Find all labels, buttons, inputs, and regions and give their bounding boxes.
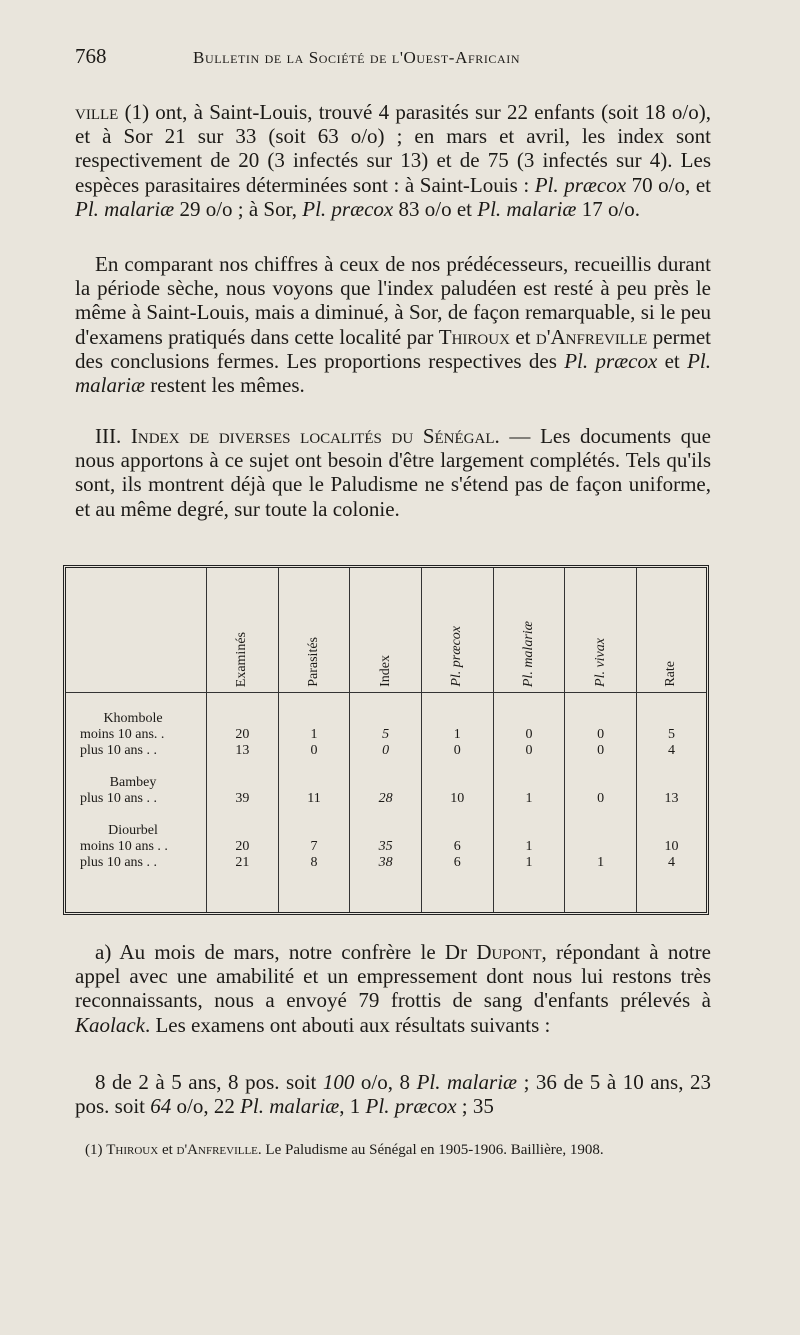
label-column xyxy=(66,693,207,913)
text-run: 8 de 2 à 5 ans, 8 pos. soit xyxy=(95,1070,323,1094)
italic-text: Pl. malariæ xyxy=(75,196,175,221)
italic-text: Kaolack xyxy=(75,1012,145,1037)
table-cell: 5 xyxy=(667,727,675,742)
row-label: moins 10 ans. . xyxy=(80,727,165,742)
value-column xyxy=(636,693,706,913)
value-column xyxy=(278,693,350,913)
column-header xyxy=(565,568,637,693)
table-cell: 0 xyxy=(382,743,390,758)
column-header-label: Pl. malariæ xyxy=(520,620,536,687)
table-cell: 20 xyxy=(235,727,250,742)
table-cell: 0 xyxy=(597,791,605,806)
text-run: o/o, 22 xyxy=(171,1094,241,1119)
sc-text: Thiroux xyxy=(106,1142,159,1158)
italic-text: 64 xyxy=(150,1094,172,1119)
text-run: permet des conclusions fermes. Les proportions respectives des xyxy=(75,324,711,373)
text-run: et xyxy=(657,348,688,373)
table-cell: 1 xyxy=(597,855,605,870)
value-column xyxy=(421,693,493,913)
sc-text: d'Anfreville xyxy=(176,1142,258,1158)
italic-text: Pl. præcox xyxy=(564,348,658,373)
row-label: plus 10 ans . . xyxy=(80,791,157,806)
italic-text: Pl. malariæ xyxy=(477,196,577,221)
sc-text: Dupont xyxy=(476,940,542,964)
table-cell: 6 xyxy=(453,839,461,854)
column-header-label: Index xyxy=(377,655,393,687)
paragraph-2 xyxy=(75,252,711,397)
text-run: . Les examens ont abouti aux résultats suivants : xyxy=(144,1012,551,1037)
text-run: ; 35 xyxy=(456,1094,494,1119)
table-cell: 4 xyxy=(667,743,675,758)
sc-text: Thiroux xyxy=(438,324,510,349)
row-label: plus 10 ans . . xyxy=(80,855,157,870)
paragraph-4 xyxy=(75,940,711,1037)
table-cell: 6 xyxy=(453,855,461,870)
column-header xyxy=(350,568,422,693)
italic-text: Pl. præcox xyxy=(534,172,627,197)
table-cell xyxy=(565,839,636,855)
table-cell: 21 xyxy=(235,855,250,870)
table-cell: 8 xyxy=(310,855,318,870)
column-header-label: Pl. præcox xyxy=(449,626,465,687)
table-cell: 7 xyxy=(310,839,318,854)
italic-text: Pl. præcox xyxy=(302,196,394,221)
italic-text: Pl. malariæ xyxy=(416,1070,518,1094)
header-blank xyxy=(66,568,207,693)
footnote xyxy=(75,1140,711,1160)
italic-text: 100 xyxy=(322,1070,355,1094)
table-cell: 5 xyxy=(382,727,390,742)
column-header-label: Examinés xyxy=(234,631,250,687)
page-number: 768 xyxy=(75,44,107,68)
text-run: (1) ont, à Saint-Louis, trouvé 4 parasités sur 22 enfants (soit 18 o/o), et à Sor 21 sur 33 (soit 63 o/o) ; en mars et avril, les index sont respectivement de 20 (3 infectés sur 13) et de 75 (3 infectés sur 4). Les espèces parasitaires déterminées sont : à Saint-Louis : xyxy=(75,100,711,197)
table-cell: 1 xyxy=(310,727,318,742)
table-cell: 10 xyxy=(450,791,465,806)
row-label: plus 10 ans . . xyxy=(80,743,157,758)
section-heading: Index de diverses localités du Sénégal. xyxy=(130,424,500,448)
text-run: , répondant à notre appel avec une amabilité et un empressement dont nous lui restons très reconnaissants, nous a envoyé 79 frottis de sang d'enfants prélevés à xyxy=(75,940,711,1013)
table-cell: 1 xyxy=(525,855,533,870)
text-run: a) Au mois de mars, notre confrère le Dr xyxy=(95,940,477,964)
paragraph-1 xyxy=(75,100,711,221)
text-run: o/o, 8 xyxy=(354,1070,417,1094)
table-cell: 0 xyxy=(597,743,605,758)
column-header xyxy=(421,568,493,693)
text-run: 70 o/o, et xyxy=(626,172,711,197)
text-run: 83 o/o et xyxy=(393,196,478,221)
running-head: Bulletin de la Société de l'Ouest-Africain xyxy=(193,48,521,67)
sc-text: ville xyxy=(75,100,119,124)
sc-text: d'Anfreville xyxy=(535,324,648,349)
text-run: 29 o/o ; à Sor, xyxy=(174,196,303,221)
paragraph-5 xyxy=(75,1070,711,1118)
text-run: ; 36 de 5 à 10 ans, 23 pos. soit xyxy=(75,1070,711,1119)
page-header xyxy=(75,44,715,74)
table-cell: 10 xyxy=(664,839,679,854)
text-run: restent les mêmes. xyxy=(145,373,305,398)
text-run: , 1 xyxy=(339,1094,366,1119)
table-row xyxy=(66,693,706,913)
value-column xyxy=(493,693,565,913)
table-cell: 28 xyxy=(378,791,393,806)
row-label: moins 10 ans . . xyxy=(80,839,168,854)
column-header xyxy=(636,568,706,693)
table-cell: 13 xyxy=(664,791,679,806)
table-cell: 4 xyxy=(667,855,675,870)
text-run: et xyxy=(509,324,536,349)
table-cell: 38 xyxy=(378,855,393,870)
paragraph-3 xyxy=(75,424,711,521)
text-run: En comparant nos chiffres à ceux de nos prédécesseurs, recueillis durant la période sèche, nous voyons que l'index paludéen est resté à peu près le même à Saint-Louis, mais a diminué, à Sor, de façon remarquable, si le peu d'examens pratiqués dans cette localité par xyxy=(75,252,711,349)
location-name: Diourbel xyxy=(108,823,158,838)
table-cell: 1 xyxy=(525,839,533,854)
table-cell: 0 xyxy=(525,727,533,742)
italic-text: Pl. malariæ xyxy=(240,1094,340,1119)
location-name: Khombole xyxy=(103,711,163,726)
value-column xyxy=(207,693,279,913)
text-run: 17 o/o. xyxy=(576,196,641,221)
column-header xyxy=(278,568,350,693)
table-header-row xyxy=(66,568,706,693)
text-run: (1) xyxy=(85,1142,107,1158)
table-cell: 11 xyxy=(307,791,321,806)
column-header xyxy=(493,568,565,693)
italic-text: Pl. malariæ xyxy=(75,348,712,398)
value-column xyxy=(565,693,637,913)
text-run: . Le Paludisme au Sénégal en 1905-1906. Baillière, 1908. xyxy=(257,1142,604,1158)
text-run: et xyxy=(158,1142,177,1158)
table-cell: 39 xyxy=(235,791,250,806)
column-header-label: Parasités xyxy=(305,637,321,687)
text-run: — Les documents que nous apportons à ce sujet ont besoin d'être largement complétés. Tels qu'ils sont, ils montrent déjà que le Paludisme ne s'étend pas de façon uniforme, et au même degré, sur toute la colonie. xyxy=(75,424,712,521)
table-cell: 0 xyxy=(310,743,318,758)
column-header xyxy=(207,568,279,693)
table-cell: 20 xyxy=(235,839,250,854)
column-header-label: Rate xyxy=(663,661,679,687)
italic-text: Pl. præcox xyxy=(365,1094,457,1119)
table-cell: 0 xyxy=(597,727,605,742)
text-run: III. xyxy=(95,424,131,448)
table-cell: 1 xyxy=(525,791,533,806)
table-cell: 13 xyxy=(235,743,250,758)
location-name: Bambey xyxy=(109,775,157,790)
table-cell: 35 xyxy=(378,839,393,854)
table-cell: 0 xyxy=(453,743,461,758)
table-cell: 0 xyxy=(525,743,533,758)
value-column xyxy=(350,693,422,913)
data-table xyxy=(63,565,709,915)
table-cell: 1 xyxy=(453,727,461,742)
column-header-label: Pl. vivax xyxy=(592,638,608,687)
